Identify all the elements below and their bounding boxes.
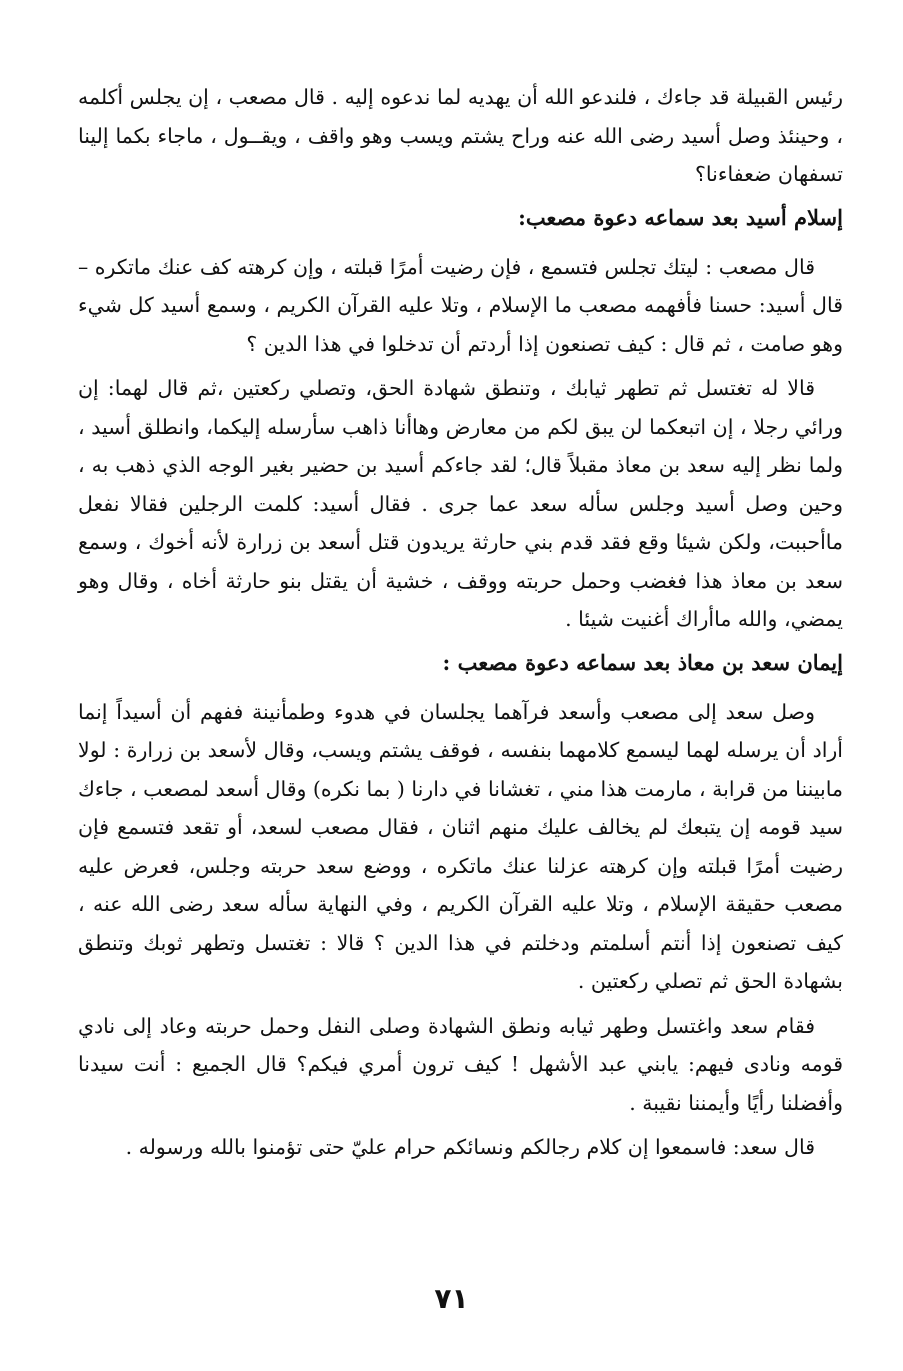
paragraph-3: قالا له تغتسل ثم تطهر ثيابك ، وتنطق شهادة الحق، وتصلي ركعتين ،ثم قال لهما: إن ورائي رجلا ، إن اتبعكما لن يبق لكم من معارض وهاأنا ذاهب سأرسله إليكما، وانطلق أسيد ، ولما نظر إليه سعد بن معاذ مقبلاً قال؛ لقد جاءكم أسيد بن حضير بغير الوجه الذي ذهب به ، وحين وصل أسيد وجلس سأله سعد عما جرى . فقال أسيد: كلمت الرجلين فقالا نفعل ماأحببت، ولكن شيئا وقع فقد قدم بني حارثة يريدون قتل أسعد بن زرارة لأنه أخوك ، وسمع سعد بن معاذ هذا فغضب وحمل حربته ووقف ، خشية أن يقتل بنو حارثة أخاه ، وقال وهو يمضي، والله ماأراك أغنيت شيئا . bbox=[78, 376, 843, 631]
paragraph-2: قال مصعب : ليتك تجلس فتسمع ، فإن رضيت أمرًا قبلته ، وإن كرهته كف عنك ماتكره – قال أسيد: حسنا فأفهمه مصعب ما الإسلام ، وتلا عليه القرآن الكريم ، وسمع أسيد كل شيء وهو صامت ، ثم قال : كيف تصنعون إذا أردتم أن تدخلوا في هذا الدين ؟ bbox=[78, 254, 843, 356]
section-heading-saad-faith: إيمان سعد بن معاذ بعد سماعه دعوة مصعب : bbox=[442, 649, 843, 675]
section-heading-usayd-islam: إسلام أسيد بعد سماعه دعوة مصعب: bbox=[518, 204, 843, 230]
paragraph-5: فقام سعد واغتسل وطهر ثيابه ونطق الشهادة وصلى النفل وحمل حربته وعاد إلى نادي قومه ونادى فيهم: يابني عبد الأشهل ! كيف ترون أمري فيكم؟ قال الجميع : أنت سيدنا وأفضلنا رأيًا وأيمننا نقيبة . bbox=[78, 1013, 844, 1115]
document-page bbox=[78, 78, 843, 1173]
paragraph-6: قال سعد: فاسمعوا إن كلام رجالكم ونسائكم حرام عليّ حتى تؤمنوا بالله ورسوله . bbox=[125, 1135, 815, 1159]
page-number: ٧١ bbox=[434, 1282, 469, 1315]
paragraph-4: وصل سعد إلى مصعب وأسعد فرآهما يجلسان في هدوء وطمأنينة ففهم أن أسيداً إنما أراد أن يرسله لهما ليسمع كلامهما بنفسه ، فوقف يشتم ويسب، وقال لأسعد بن زرارة : لولا مابيننا من قرابة ، مارمت هذا مني ، تغشانا في دارنا ( بما نكره) وقال أسعد لمصعب ، جاءك سيد قومه إن يتبعك لم يخالف عليك منهم اثنان ، فقال مصعب لسعد، أو تقعد فتسمع فإن رضيت أمرًا قبلته وإن كرهته عزلنا عنك ماتكره ، ووضع سعد حربته وجلس، فعرض عليه مصعب حقيقة الإسلام ، وتلا عليه القرآن الكريم ، وفي النهاية سأله سعد رضى الله عنه ، كيف تصنعون إذا أنتم أسلمتم ودخلتم في هذا الدين ؟ قالا : تغتسل وتطهر ثوبك وتنطق بشهادة الحق ثم تصلي ركعتين . bbox=[78, 699, 843, 993]
paragraph-1: رئيس القبيلة قد جاءك ، فلندعو الله أن يهديه لما ندعوه إليه . قال مصعب ، إن يجلس أكلمه ، وحينئذ وصل أسيد رضى الله عنه وراح يشتم ويسب وهو واقف ، ويقــول ، ماجاء بكما إلينا تسفهان ضعفاءنا؟ bbox=[78, 85, 843, 186]
